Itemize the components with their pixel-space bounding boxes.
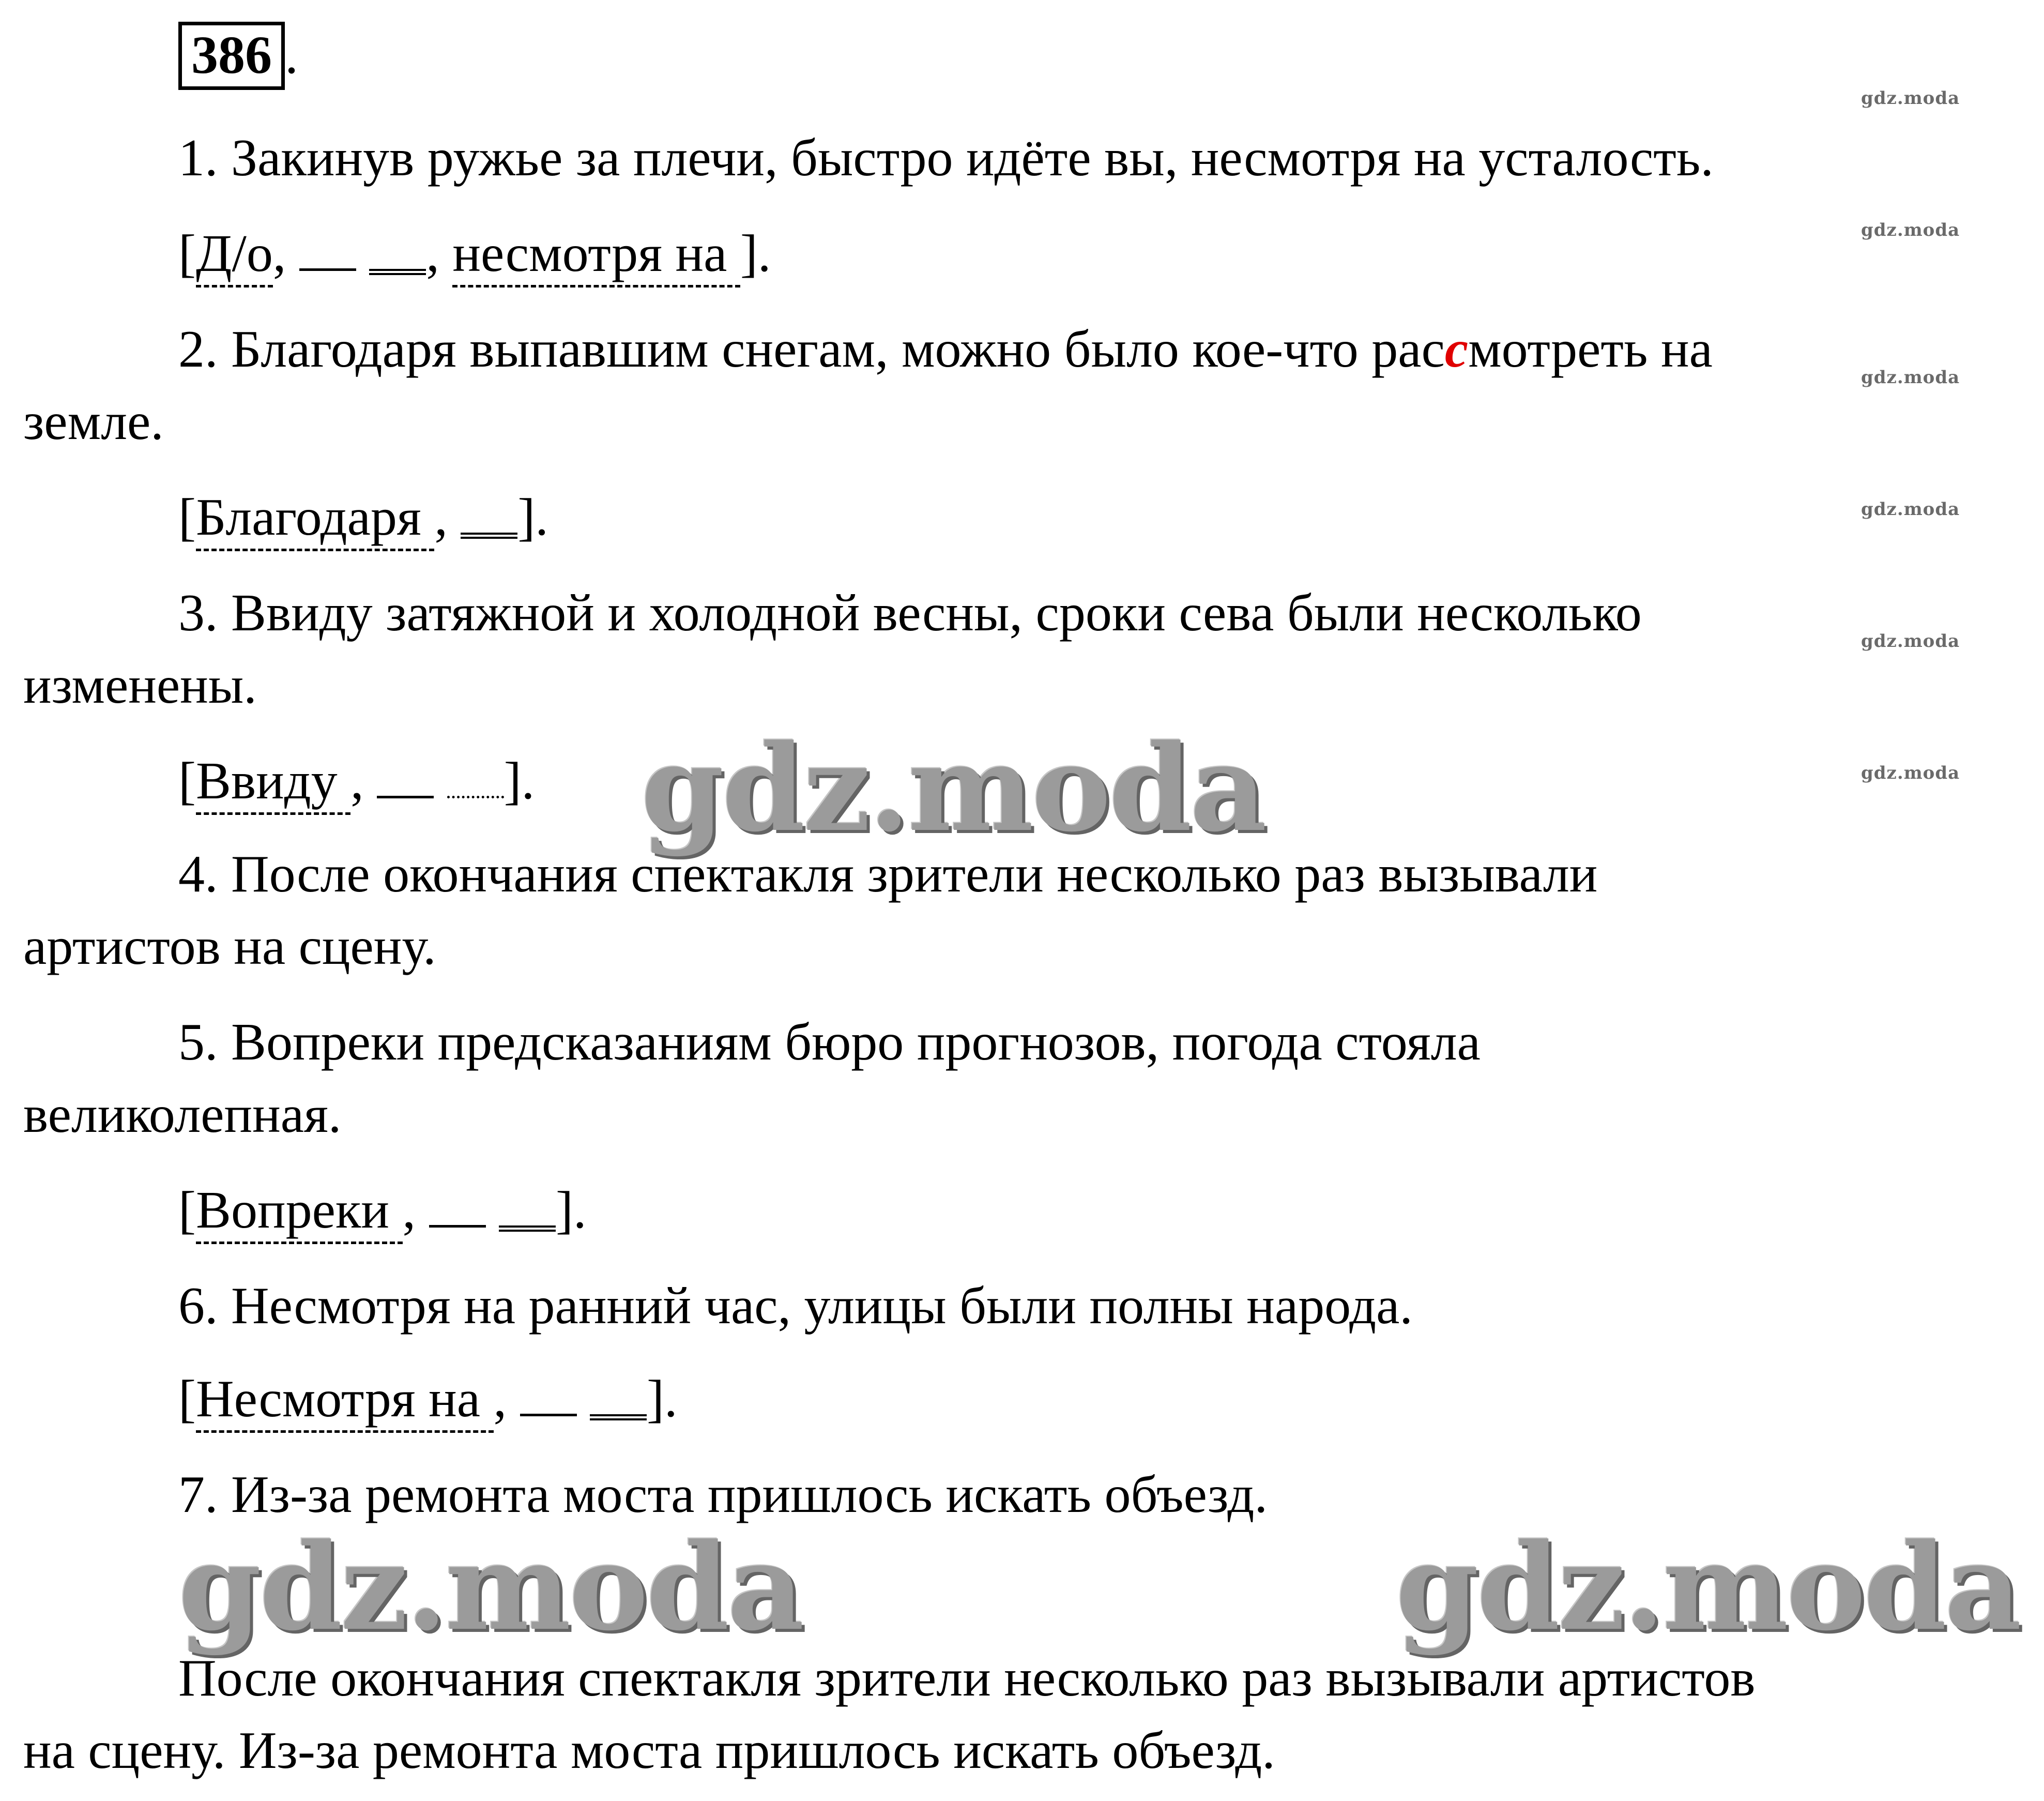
sentence-4: 4. После окончания спектакля зрители несколько раз вызывали	[178, 845, 1598, 903]
scheme-6: [Несмотря на , ].	[178, 1373, 677, 1426]
subject-line	[299, 268, 356, 271]
watermark-large-3: gdz.moda	[1396, 1518, 2020, 1657]
sentence-2-continued: земле.	[23, 392, 164, 451]
scheme-word-nesmotrya-na: Несмотря на	[196, 1370, 494, 1433]
predicate-line	[499, 1225, 556, 1232]
scheme-word-vvidu: Ввиду	[196, 752, 350, 815]
answer-line-2: на сцену. Из-за ремонта моста пришлось искать объезд.	[23, 1721, 1275, 1780]
sentence-5-continued: великолепная.	[23, 1085, 342, 1144]
watermark-small-3: gdz.moda	[1861, 367, 1960, 388]
subject-line	[520, 1414, 577, 1416]
watermark-small-2: gdz.moda	[1861, 220, 1960, 240]
scheme-2: [Благодаря , ].	[178, 491, 548, 544]
task-number	[178, 22, 298, 90]
sentence-2: 2. Благодаря выпавшим снегам, можно было кое-что рассмотреть на	[178, 320, 1713, 379]
answer-line-1: После окончания спектакля зрители несколько раз вызывали артистов	[178, 1649, 1756, 1707]
subject-line	[377, 796, 434, 798]
predicate-line	[590, 1414, 647, 1420]
predicate-line	[461, 533, 517, 539]
scheme-1: [Д/о, , несмотря на ].	[178, 228, 771, 280]
predicate-line	[369, 269, 426, 275]
sentence-4-continued: артистов на сцену.	[23, 917, 436, 976]
sentence-3-continued: изменены.	[23, 656, 257, 715]
highlighted-letter: с	[1444, 320, 1469, 379]
task-number-box: 386	[178, 22, 285, 90]
sentence-5: 5. Вопреки предсказаниям бюро прогнозов, погода стояла	[178, 1013, 1481, 1071]
watermark-large-1: gdz.moda	[641, 719, 1265, 858]
subject-line	[429, 1225, 486, 1228]
task-number-dot: .	[285, 25, 298, 85]
sentence-3: 3. Ввиду затяжной и холодной весны, сроки сева были несколько	[178, 584, 1642, 642]
watermark-large-2: gdz.moda	[178, 1518, 802, 1657]
scheme-3: [Ввиду , ].	[178, 755, 535, 808]
scheme-word-nesmotrya: несмотря на	[452, 224, 740, 287]
sentence-6: 6. Несмотря на ранний час, улицы были полны народа.	[178, 1277, 1413, 1335]
scheme-word-blagodarya: Благодаря	[196, 488, 434, 551]
sentence-1: 1. Закинув ружье за плечи, быстро идёте вы, несмотря на усталость.	[178, 129, 1714, 187]
sentence-7: 7. Из-за ремонта моста пришлось искать объезд.	[178, 1465, 1268, 1524]
scheme-5: [Вопреки , ].	[178, 1184, 586, 1237]
watermark-small-5: gdz.moda	[1861, 631, 1960, 652]
watermark-small-1: gdz.moda	[1861, 88, 1960, 109]
scheme-word-vopreki: Вопреки	[196, 1181, 403, 1244]
predicate-line	[447, 796, 504, 798]
watermark-small-6: gdz.moda	[1861, 763, 1960, 783]
watermark-small-4: gdz.moda	[1861, 499, 1960, 520]
scheme-word-do: Д/о	[196, 224, 273, 287]
